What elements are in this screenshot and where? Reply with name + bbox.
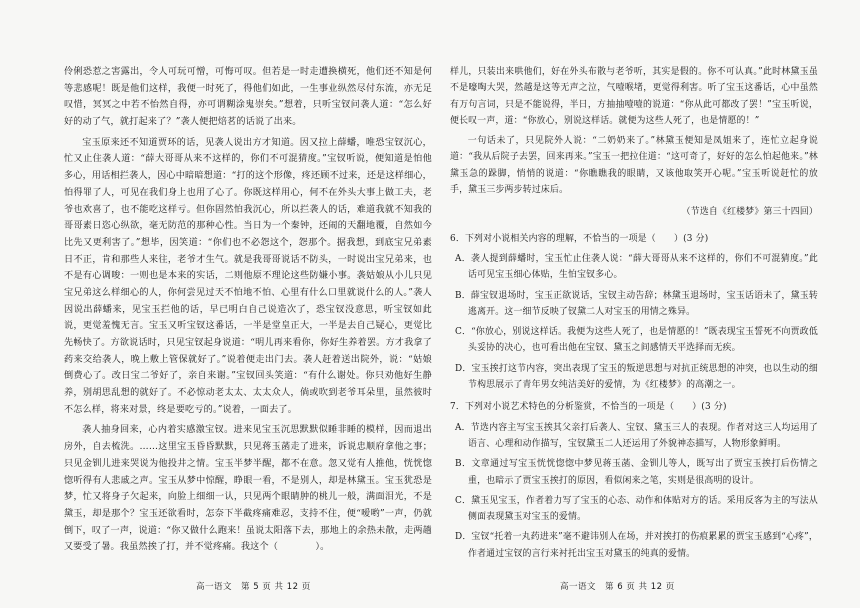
question-stem: 7．下列对小说艺术特色的分析鉴赏，不恰当的一项是（ ）(3 分): [450, 402, 727, 413]
question-option: C．黛玉见宝玉，作者着力写了宝玉的心态、动作和体贴对方的话。采用反客为主的写法从侧面表现黛玉对宝玉的爱情。: [455, 495, 818, 523]
question-stem: 6．下列对小说相关内容的理解，不恰当的一项是（ ）(3 分): [450, 233, 709, 244]
page-footer-right: 高一语文 第 6 页 共 12 页: [560, 582, 675, 592]
passage-paragraph: 宝玉原来还不知道贾环的话，见袭人说出方才知道。因又拉上薛蟠，唯恐宝钗沉心，忙又止住袭人道：“薛大哥哥从来不这样的，你们不可混猜度。”宝钗听说，便知道是怕他多心，用话相拦袭人，因心中暗暗想道：“打的这个形像，疼还顾不过来，还是这样细心，怕得罪了人，可见在我们身上也用了心了。你既这样用心，何不在外头大事上做工夫，老爷也欢喜了，也不能吃这样亏。但你固然怕我沉心，所以拦袭人的话，难道我就不知我的哥哥素日恣心纵欲，毫无防范的那种心性。当日为一个秦钟，还闹的天翻地覆，自然如今比先又更利害了。”想毕，因笑道：“你们也不必怨这个，怨那个。据我想，到底宝兄弟素日不正，肯和那些人来往，老爷才生气。就是我哥哥说话不防头，一时说出宝兄弟来，也不是有心调唆：一则也是本来的实话，二则他原不理论这些防嫌小事。袭姑娘从小儿只见宝兄弟这么样细心的人，你何尝见过天不怕地不怕、心里有什么口里就说什么的人。”袭人因说出薛蟠来，见宝玉拦他的话，早已明白自己说造次了，恐宝钗没意思，听宝钗如此说，更觉羞愧无言。宝玉又听宝钗这番话，一半是堂皇正大，一半是去自己疑心，更觉比先畅快了。方欲说话时，只见宝钗起身说道：“明儿再来看你，你好生养着罢。方才我拿了药来交给袭人，晚上敷上管保就好了。”说着便走出门去。袭人赶着送出院外，说：“姑娘倒费心了。改日宝二爷好了，亲自来谢。”宝钗回头笑道：“有什么谢处。你只劝他好生静养，别胡思乱想的就好了。不必惊动老太太、太太众人，倘或吹到老爷耳朵里，虽然彼时不怎么样，将来对景，终是要吃亏的。”说着，一面去了。: [64, 137, 432, 415]
passage-paragraph: 一句话未了，只见院外人说：“二奶奶来了。”林黛玉便知是凤姐来了，连忙立起身说道：“我从后院子去罢，回来再来。”宝玉一把拉住道：“这可奇了，好好的怎么怕起他来。”林黛玉急的跺脚，悄悄的说道：“你瞧瞧我的眼睛，又该他取笑开心呢。”宝玉听说赶忙的放手，黛玉三步两步转过床后。: [450, 136, 818, 196]
question-option: A．袭人提到薛蟠时，宝玉忙止住袭人说：“薛大哥哥从来不这样的，你们不可混猜度。”此话可见宝玉细心体贴，生怕宝钗多心。: [455, 253, 818, 281]
passage-source: （节选自《红楼梦》第三十四回）: [681, 207, 818, 218]
page-footer-left: 高一语文 第 5 页 共 12 页: [196, 582, 311, 592]
question-option: B．文章通过写宝玉恍恍惚惚中梦见蒋玉菡、金钏儿等人，既写出了贾宝玉挨打后伤情之重，也暗示了贾宝玉挨打的原因，看似闲来之笔，实则是很高明的设计。: [455, 459, 818, 486]
question-option: B．薛宝钗退场时，宝玉正欲说话，宝钗主动告辞；林黛玉退场时，宝玉话语未了，黛玉转逃离开。这一细节反映了钗黛二人对宝玉的用情之殊异。: [455, 290, 818, 317]
question-option: D．宝钗“托着一丸药进来”毫不避讳别人在场，并对挨打的伤痕累累的贾宝玉感到“心疼”，作者通过宝钗的言行来衬托出宝玉对黛玉的纯真的爱情。: [455, 532, 818, 559]
passage-paragraph: 样儿，只装出来哄他们，好在外头布散与老爷听，其实是假的。你不可认真。”此时林黛玉虽不是嚎啕大哭，然越是这等无声之泣，气噎喉堵，更觉得利害。听了宝玉这番话，心中虽然有万句言词，只是不能说得，半日，方抽抽噎噎的说道：“你从此可都改了罢！”宝玉听说，便长叹一声，道：“你放心，别说这样话。就便为这些人死了，也是情愿的！”: [450, 67, 818, 126]
question-6: [450, 231, 818, 394]
page-gutter: [430, 40, 431, 560]
question-option: A．节选内容主写宝玉挨其父亲打后袭人、宝钗、黛玉三人的表现。作者对这三人均运用了语言、心理和动作描写，宝钗黛玉二人还运用了外貌神态描写，人物形象鲜明。: [455, 422, 818, 449]
question-option: D．宝玉挨打这节内容，突出表现了宝玉的叛逆思想与对抗正统思想的冲突，也以生动的细节构思展示了青年男女纯洁美好的爱情，为《红楼梦》的高潮之一。: [455, 363, 818, 391]
question-7: [450, 399, 818, 562]
passage-paragraph: 袭人抽身回来，心内着实感激宝钗。进来见宝玉沉思默默似睡非睡的模样，因而退出房外，自去梳洗。……这里宝玉昏昏默默，只见蒋玉菡走了进来，诉说忠顺府拿他之事；只见金钏儿进来哭说为他投井之情。宝玉半梦半醒，都不在意。忽又觉有人推他，恍恍惚惚听得有人悲戚之声。宝玉从梦中惊醒，睁眼一看，不是别人，却是林黛玉。宝玉犹恐是梦，忙又将身子欠起来，向脸上细细一认，只见两个眼睛肿的桃儿一般，满面泪光，不是黛玉，却是那个？宝玉还欲看时，怎奈下半截疼痛难忍，支持不住，便“嗳哟”一声，仍就倒下，叹了一声，说道：“你又做什么跑来！虽说太阳落下去，那地上的余热未散，走两趟又要受了暑。我虽然挨了打，并不觉疼痛。我这个（ ）。: [64, 425, 432, 553]
question-option: C．“你放心，别说这样话。我便为这些人死了，也是情愿的！”既表现宝玉誓死不向贾政低头妥协的决心，也可看出他在宝钗、黛玉之间感情天平选择而无疾。: [455, 327, 818, 354]
right-column: [450, 64, 818, 566]
left-column: [64, 64, 432, 560]
passage-paragraph: 伶俐恐惹之害露出，令人可玩可憎，可悔可叹。但若是一时走遭换横死，他们还不知是何等悲感呢！既是他们这样，我便一时死了，得他们如此，一生事业纵然尽付东流，亦无足叹惜，冥冥之中若不怡然自得，亦可谓糊涂鬼崇矣。”想着，只听宝钗问袭人道：“怎么好好的动了气，就打起来了？”袭人便把焙茗的话说了出来。: [64, 67, 432, 128]
